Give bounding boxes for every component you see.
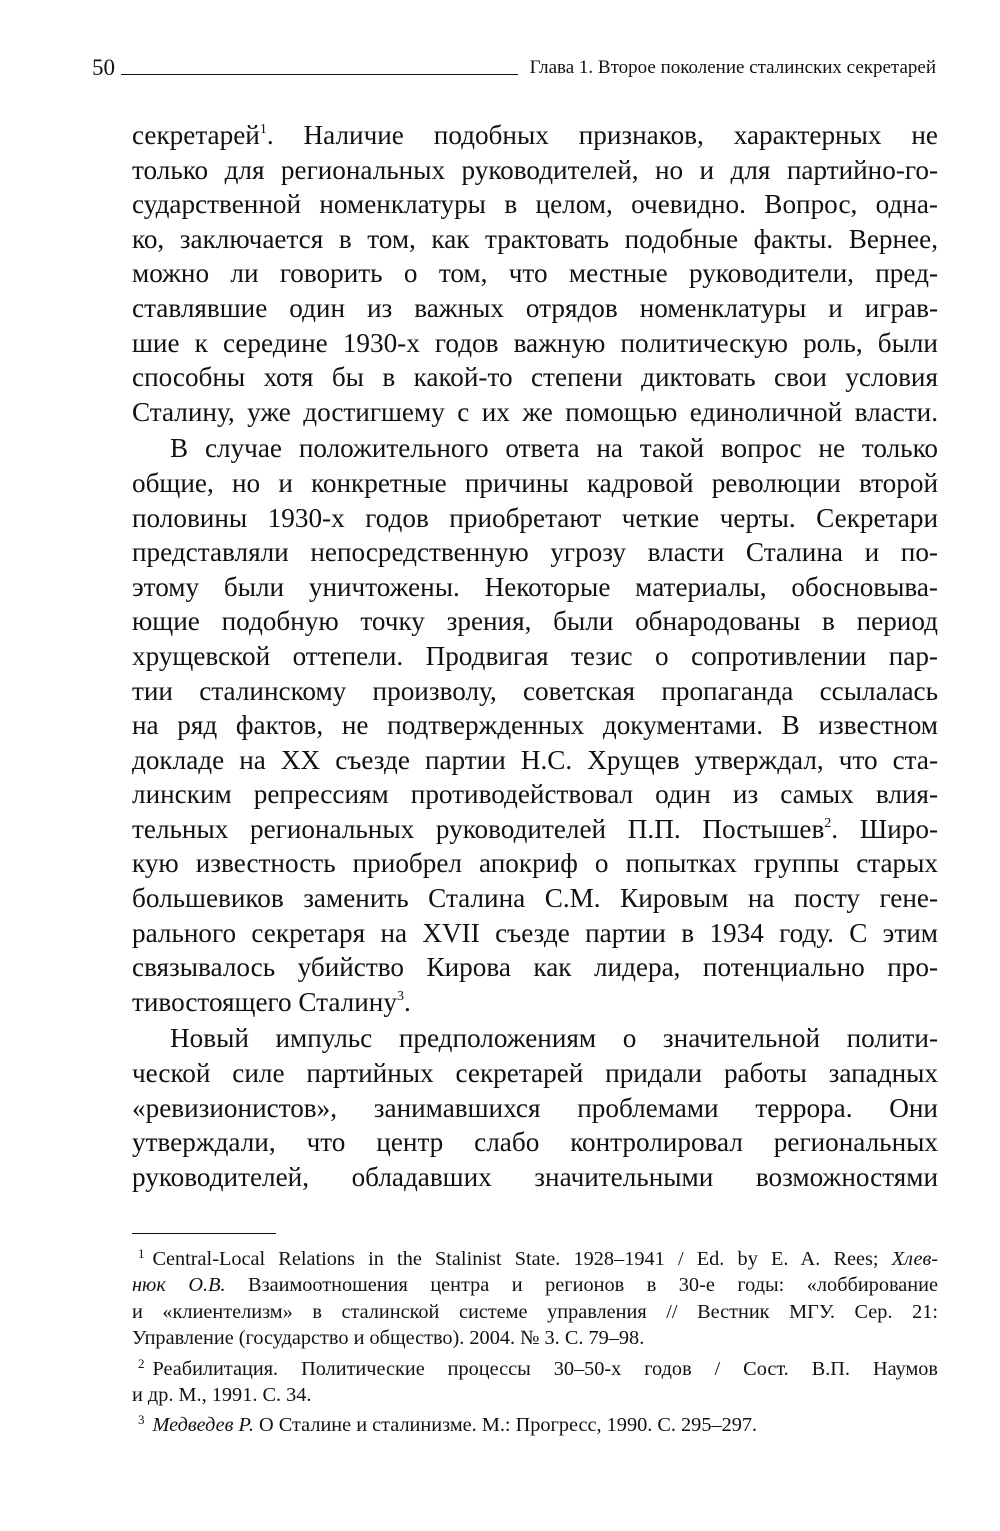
text-line: Новый импульс предположениям о значительной полити- bbox=[170, 1023, 938, 1054]
text-line: хрущевской оттепели. Продвигая тезис о сопротивлении пар- bbox=[132, 640, 938, 671]
footnote-1 bbox=[132, 1246, 938, 1352]
text-line: секретарей$^1$. Наличие подобных признаков, характерных не bbox=[132, 120, 938, 150]
footnote-2 bbox=[132, 1356, 938, 1409]
footnote-ref-3[interactable]: 3 bbox=[396, 988, 404, 1004]
footnote-separator bbox=[132, 1233, 276, 1234]
text-line: ческой силе партийных секретарей придали работы западных bbox=[132, 1058, 938, 1089]
text-line: сударственной номенклатуры в целом, очевидно. Вопрос, одна- bbox=[132, 189, 938, 220]
footnote-number: 2 bbox=[138, 1355, 145, 1371]
running-header bbox=[92, 50, 936, 80]
text-line: ко, заключается в том, как трактовать подобные факты. Вернее, bbox=[132, 223, 938, 254]
paragraph-2 bbox=[132, 431, 938, 1019]
footnotes bbox=[132, 1246, 938, 1439]
footnote-line: нюк О.В. Взаимоотношения центра и регионов в 30-е годы: «лоббирование bbox=[132, 1274, 938, 1297]
body-text bbox=[132, 118, 938, 1194]
text-line: тивостоящего Сталину$^3$. bbox=[132, 986, 411, 1017]
text-line: «ревизионистов», занимавшихся проблемами террора. Они bbox=[132, 1092, 938, 1123]
text-line: Сталину, уже достигшему с их же помощью единоличной власти. bbox=[132, 396, 938, 427]
footnote-3 bbox=[132, 1412, 938, 1438]
text-line: можно ли говорить о том, что местные руководители, пред- bbox=[132, 258, 938, 289]
text-line: кую известность приобрел апокриф о попытках группы старых bbox=[132, 848, 938, 879]
text-line: общие, но и конкретные причины кадровой революции второй bbox=[132, 467, 938, 498]
footnote-line: $^2$ Реабилитация. Политические процессы 30–50-х годов / Сост. В.П. Наумов bbox=[138, 1355, 938, 1380]
text-line: руководителей, обладавших значительными возможностями bbox=[132, 1161, 938, 1192]
text-line: только для региональных руководителей, но и для партийно-го- bbox=[132, 154, 938, 185]
text-line: способны хотя бы в какой-то степени диктовать свои условия bbox=[132, 362, 938, 393]
chapter-title: Глава 1. Второе поколение сталинских секретарей bbox=[529, 57, 936, 78]
text-line: половины 1930-х годов приобретают четкие черты. Секретари bbox=[132, 502, 938, 533]
footnote-number: 3 bbox=[138, 1412, 145, 1428]
paragraph-3 bbox=[132, 1021, 938, 1194]
text-line: утверждали, что центр слабо контролировал региональных bbox=[132, 1127, 938, 1158]
text-line: линским репрессиям противодействовал один из самых влия- bbox=[132, 779, 938, 810]
footnote-ref-1[interactable]: 1 bbox=[259, 122, 267, 137]
text-line: рального секретаря на XVII съезде партии в 1934 году. С этим bbox=[132, 917, 938, 948]
text-line: ющие подобную точку зрения, были обнародованы в период bbox=[132, 606, 938, 637]
footnote-line: Управление (государство и общество). 2004. № 3. С. 79–98. bbox=[132, 1327, 645, 1350]
footnote-line: $^1$ Central-Local Relations in the Stalinist State. 1928–1941 / Ed. by E. A. Rees; Хлев- bbox=[138, 1246, 938, 1270]
text-line: тии сталинскому произволу, советская пропаганда ссылалась bbox=[132, 675, 938, 706]
text-line: этому были уничтожены. Некоторые материалы, обосновыва- bbox=[132, 571, 938, 602]
text-line: шие к середине 1930-х годов важную политическую роль, были bbox=[132, 327, 938, 358]
text-line: ставлявшие один из важных отрядов номенклатуры и играв- bbox=[132, 292, 938, 323]
page-number: 50 bbox=[92, 55, 115, 80]
text-line: докладе на XX съезде партии Н.С. Хрущев утверждал, что ста- bbox=[132, 744, 938, 775]
text-line: представляли непосредственную угрозу власти Сталина и по- bbox=[132, 537, 938, 568]
paragraph-1 bbox=[132, 118, 938, 429]
footnote-ref-2[interactable]: 2 bbox=[824, 815, 832, 831]
footnote-line: и «клиентелизм» в сталинской системе управления // Вестник МГУ. Сер. 21: bbox=[132, 1300, 938, 1323]
header-rule bbox=[121, 74, 518, 75]
text-line: связывалось убийство Кирова как лидера, потенциально про- bbox=[132, 952, 938, 983]
text-line: на ряд фактов, не подтвержденных документами. В известном bbox=[132, 710, 938, 741]
footnote-line: и др. М., 1991. С. 34. bbox=[132, 1383, 312, 1406]
text-line: тельных региональных руководителей П.П. Постышев$^2$. Широ- bbox=[132, 813, 938, 844]
text-line: В случае положительного ответа на такой вопрос не только bbox=[170, 433, 938, 464]
footnote-number: 1 bbox=[138, 1246, 145, 1261]
text-line: большевиков заменить Сталина С.М. Кировым на посту гене- bbox=[132, 883, 938, 914]
footnote-line: $^3$ Медведев Р. О Сталине и сталинизме. М.: Прогресс, 1990. С. 295–297. bbox=[138, 1412, 758, 1437]
